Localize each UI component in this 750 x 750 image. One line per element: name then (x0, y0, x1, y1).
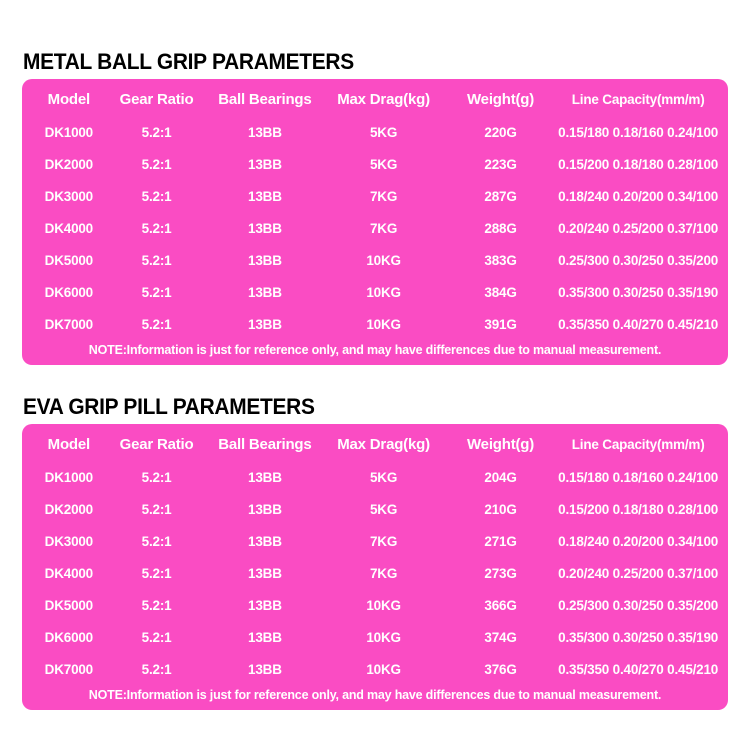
table-row (31, 276, 719, 308)
table-cell: DK7000 (44, 661, 93, 677)
table-cell: 0.15/180 0.18/160 0.24/100 (558, 124, 719, 140)
table-row (31, 525, 719, 557)
table-cell: 13BB (248, 597, 282, 613)
table-cell: DK5000 (44, 252, 93, 268)
table-cell: DK1000 (44, 124, 93, 140)
table-row (31, 244, 719, 276)
table-row (31, 116, 719, 148)
table-cell: DK3000 (44, 533, 93, 549)
table-cell: 13BB (248, 501, 282, 517)
table-cell: 7KG (369, 188, 398, 204)
table-note: NOTE:Information is just for reference only, and may have differences due to manual measurement. (88, 688, 662, 702)
table-cell: 10KG (366, 661, 401, 677)
col-header-gear-ratio: Gear Ratio (119, 435, 194, 453)
table-cell: 0.15/200 0.18/180 0.28/100 (558, 156, 719, 172)
table-cell: 0.20/240 0.25/200 0.37/100 (558, 565, 719, 581)
table-cell: 5.2:1 (141, 661, 172, 677)
table-cell: DK6000 (44, 284, 93, 300)
table-cell: 204G (484, 469, 517, 485)
table-cell: 384G (484, 284, 517, 300)
table-cell: DK7000 (44, 316, 93, 332)
table-cell: 13BB (248, 220, 282, 236)
col-header-line-capacity: Line Capacity(mm/m) (571, 436, 705, 452)
col-header-line-capacity: Line Capacity(mm/m) (571, 91, 705, 107)
table-cell: DK4000 (44, 220, 93, 236)
table-cell: 10KG (366, 597, 401, 613)
table-cell: 5.2:1 (141, 156, 172, 172)
table-cell: 5.2:1 (141, 124, 172, 140)
table-cell: 287G (484, 188, 517, 204)
table-cell: 10KG (366, 629, 401, 645)
col-header-ball-bearings: Ball Bearings (218, 90, 312, 108)
section-title-metal-ball-grip: METAL BALL GRIP PARAMETERS (23, 49, 354, 74)
table-cell: 0.35/300 0.30/250 0.35/190 (558, 284, 719, 300)
table-header-row (31, 427, 719, 461)
table-cell: 220G (484, 124, 517, 140)
table-cell: 210G (484, 501, 517, 517)
table-cell: 10KG (366, 316, 401, 332)
table-cell: 7KG (369, 565, 398, 581)
table-cell: 13BB (248, 252, 282, 268)
spec-table-metal-ball-grip (22, 79, 728, 365)
table-cell: 13BB (248, 469, 282, 485)
table-cell: DK3000 (44, 188, 93, 204)
table-cell: DK6000 (44, 629, 93, 645)
table-cell: 10KG (366, 284, 401, 300)
table-cell: 5KG (369, 501, 398, 517)
table-cell: DK2000 (44, 156, 93, 172)
table-cell: 271G (484, 533, 517, 549)
table-row (31, 589, 719, 621)
col-header-weight: Weight(g) (466, 435, 535, 453)
table-cell: 0.35/300 0.30/250 0.35/190 (558, 629, 719, 645)
table-row (31, 493, 719, 525)
table-cell: 5.2:1 (141, 501, 172, 517)
section-title-eva-grip-pill: EVA GRIP PILL PARAMETERS (23, 394, 315, 419)
table-cell: 5.2:1 (141, 469, 172, 485)
table-cell: 13BB (248, 156, 282, 172)
table-cell: 0.25/300 0.30/250 0.35/200 (558, 597, 719, 613)
table-cell: 5.2:1 (141, 629, 172, 645)
table-cell: 5.2:1 (141, 565, 172, 581)
table-cell: 391G (484, 316, 517, 332)
table-row (31, 557, 719, 589)
table-cell: 5.2:1 (141, 252, 172, 268)
table-cell: 383G (484, 252, 517, 268)
table-cell: 0.35/350 0.40/270 0.45/210 (558, 661, 719, 677)
table-cell: 13BB (248, 565, 282, 581)
table-cell: 13BB (248, 316, 282, 332)
table-cell: 5.2:1 (141, 220, 172, 236)
spec-section-eva-grip-pill (22, 395, 728, 710)
table-cell: 5KG (369, 469, 398, 485)
col-header-weight: Weight(g) (466, 90, 535, 108)
table-cell: 10KG (366, 252, 401, 268)
col-header-max-drag: Max Drag(kg) (337, 90, 430, 108)
table-cell: 5.2:1 (141, 533, 172, 549)
table-row (31, 180, 719, 212)
table-row (31, 461, 719, 493)
table-body (31, 461, 719, 685)
table-cell: 13BB (248, 533, 282, 549)
table-cell: 13BB (248, 124, 282, 140)
table-cell: DK4000 (44, 565, 93, 581)
table-cell: 0.15/200 0.18/180 0.28/100 (558, 501, 719, 517)
parameters-table (31, 82, 719, 340)
table-cell: 5KG (369, 156, 398, 172)
table-cell: 5.2:1 (141, 188, 172, 204)
table-row (31, 212, 719, 244)
table-cell: 273G (484, 565, 517, 581)
table-cell: 288G (484, 220, 517, 236)
table-cell: 0.18/240 0.20/200 0.34/100 (558, 533, 719, 549)
table-cell: 13BB (248, 284, 282, 300)
table-cell: 0.15/180 0.18/160 0.24/100 (558, 469, 719, 485)
table-cell: 366G (484, 597, 517, 613)
col-header-model: Model (47, 90, 90, 108)
spec-section-metal-ball-grip (22, 50, 728, 365)
table-cell: 13BB (248, 629, 282, 645)
table-cell: 0.35/350 0.40/270 0.45/210 (558, 316, 719, 332)
table-header-row (31, 82, 719, 116)
table-row (31, 621, 719, 653)
parameters-table (31, 427, 719, 685)
table-cell: 5.2:1 (141, 597, 172, 613)
table-cell: 13BB (248, 188, 282, 204)
table-row (31, 148, 719, 180)
table-cell: 13BB (248, 661, 282, 677)
table-cell: 7KG (369, 220, 398, 236)
table-cell: 0.18/240 0.20/200 0.34/100 (558, 188, 719, 204)
table-cell: 374G (484, 629, 517, 645)
table-note: NOTE:Information is just for reference only, and may have differences due to manual measurement. (88, 343, 662, 357)
table-row (31, 308, 719, 340)
table-cell: 376G (484, 661, 517, 677)
table-row (31, 653, 719, 685)
table-cell: 5.2:1 (141, 316, 172, 332)
table-cell: 7KG (369, 533, 398, 549)
table-cell: 0.25/300 0.30/250 0.35/200 (558, 252, 719, 268)
col-header-gear-ratio: Gear Ratio (119, 90, 194, 108)
table-cell: DK5000 (44, 597, 93, 613)
col-header-model: Model (47, 435, 90, 453)
col-header-ball-bearings: Ball Bearings (218, 435, 312, 453)
table-cell: 5KG (369, 124, 398, 140)
col-header-max-drag: Max Drag(kg) (337, 435, 430, 453)
table-cell: DK1000 (44, 469, 93, 485)
spec-table-eva-grip-pill (22, 424, 728, 710)
table-cell: DK2000 (44, 501, 93, 517)
table-cell: 223G (484, 156, 517, 172)
table-cell: 0.20/240 0.25/200 0.37/100 (558, 220, 719, 236)
table-cell: 5.2:1 (141, 284, 172, 300)
table-body (31, 116, 719, 340)
